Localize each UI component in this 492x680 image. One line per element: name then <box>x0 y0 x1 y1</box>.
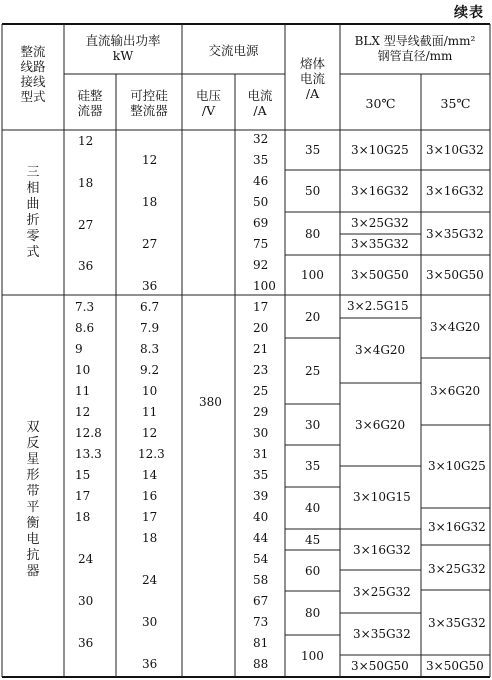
s2-scr-cell: 10 <box>142 384 158 398</box>
s2-w35-cell: 3×16G32 <box>428 520 486 534</box>
s2-w35-cell: 3×4G20 <box>430 320 481 334</box>
s2-w30-cell: 3×35G32 <box>353 627 411 641</box>
continued-label: 续表 <box>454 5 484 21</box>
s2-scr-cell: 7.9 <box>140 321 160 335</box>
s1-fuse-cell: 50 <box>305 184 321 198</box>
s2-scr-cell: 18 <box>142 531 158 545</box>
s2-scr-cell: 9.2 <box>140 363 160 377</box>
header-scr-rectifier: 可控硅 整流器 <box>130 88 168 118</box>
s2-fuse-cell: 35 <box>305 459 321 473</box>
s2-si-cell: 30 <box>78 594 94 608</box>
s2-current-cell: 81 <box>253 636 269 650</box>
s2-si-cell: 9 <box>75 342 83 356</box>
header-voltage: 电压 /V <box>195 88 221 118</box>
s2-scr-cell: 17 <box>142 510 158 524</box>
s2-scr-cell: 14 <box>142 468 158 482</box>
s2-si-cell: 10 <box>75 363 91 377</box>
s1-w35-cell: 3×35G32 <box>426 227 484 241</box>
s1-current-cell: 35 <box>253 153 269 167</box>
header-ac-source: 交流电源 <box>208 43 259 58</box>
s2-si-cell: 7.3 <box>75 300 95 314</box>
s1-w35-cell: 3×10G32 <box>426 143 484 157</box>
s2-si-cell: 11 <box>75 384 91 398</box>
s2-current-cell: 54 <box>253 552 269 566</box>
s1-current-cell: 69 <box>253 216 269 230</box>
s2-si-cell: 12 <box>75 405 91 419</box>
s2-w30-cell: 3×50G50 <box>351 659 409 673</box>
s2-current-cell: 40 <box>253 510 269 524</box>
s2-current-cell: 58 <box>253 573 269 587</box>
s1-w30-cell: 3×25G32 <box>351 216 409 230</box>
s2-fuse-cell: 60 <box>305 564 321 578</box>
s1-w35-cell: 3×16G32 <box>426 184 484 198</box>
section2-label: 双反星形带平衡电抗器 <box>26 420 40 579</box>
header-dc-output-power: 直流输出功率 kW <box>85 33 161 63</box>
s1-fuse-cell: 35 <box>305 143 321 157</box>
s2-scr-cell: 24 <box>142 573 158 587</box>
s2-scr-cell: 36 <box>142 657 158 671</box>
s1-current-cell: 100 <box>253 279 276 293</box>
s1-scr-cell: 12 <box>142 153 158 167</box>
s2-si-cell: 36 <box>78 636 94 650</box>
s2-w35-cell: 3×50G50 <box>426 659 484 673</box>
s2-current-cell: 88 <box>253 657 269 671</box>
s2-current-cell: 20 <box>253 321 269 335</box>
s2-current-cell: 29 <box>253 405 269 419</box>
s2-scr-cell: 8.3 <box>140 342 160 356</box>
s1-scr-cell: 36 <box>142 279 158 293</box>
s1-fuse-cell: 80 <box>305 227 321 241</box>
s2-fuse-cell: 30 <box>305 418 321 432</box>
s2-w35-cell: 3×35G32 <box>428 616 486 630</box>
s1-current-cell: 50 <box>253 195 269 209</box>
s2-w35-cell: 3×6G20 <box>430 384 481 398</box>
s2-w35-cell: 3×25G32 <box>428 562 486 576</box>
s2-si-cell: 24 <box>78 552 94 566</box>
s2-w30-cell: 3×16G32 <box>353 543 411 557</box>
s2-w30-cell: 3×6G20 <box>355 418 406 432</box>
s2-current-cell: 35 <box>253 468 269 482</box>
s2-si-cell: 17 <box>75 489 91 503</box>
s2-fuse-cell: 25 <box>305 364 321 378</box>
s1-current-cell: 32 <box>253 132 269 146</box>
s2-current-cell: 73 <box>253 615 269 629</box>
s2-fuse-cell: 80 <box>305 606 321 620</box>
header-35c: 35℃ <box>440 96 471 111</box>
s1-w30-cell: 3×10G25 <box>351 143 409 157</box>
header-silicon-rectifier: 硅整 流器 <box>77 88 103 118</box>
s1-si-cell: 27 <box>78 218 94 232</box>
s1-scr-cell: 18 <box>142 195 158 209</box>
s2-fuse-cell: 40 <box>305 501 321 515</box>
s2-current-cell: 17 <box>253 300 269 314</box>
s2-scr-cell: 30 <box>142 615 158 629</box>
s1-current-cell: 92 <box>253 258 269 272</box>
section1-label: 三相曲折零式 <box>26 165 40 260</box>
header-current: 电流 /A <box>247 88 273 118</box>
s2-current-cell: 31 <box>253 447 269 461</box>
s1-current-cell: 46 <box>253 174 269 188</box>
s2-w30-cell: 3×25G32 <box>353 585 411 599</box>
header-fuse-current: 熔体 电流 /A <box>299 56 325 101</box>
s2-current-cell: 30 <box>253 426 269 440</box>
header-30c: 30℃ <box>365 96 396 111</box>
s1-scr-cell: 27 <box>142 237 158 251</box>
s1-w30-cell: 3×16G32 <box>351 184 409 198</box>
header-wire-section: BLX 型导线截面/mm² 钢管直径/mm <box>354 34 476 63</box>
s2-si-cell: 18 <box>75 510 91 524</box>
s2-current-cell: 21 <box>253 342 269 356</box>
s2-current-cell: 67 <box>253 594 269 608</box>
s2-si-cell: 8.6 <box>75 321 95 335</box>
s2-si-cell: 15 <box>75 468 91 482</box>
s2-scr-cell: 12.3 <box>138 447 165 461</box>
s2-current-cell: 25 <box>253 384 269 398</box>
s2-current-cell: 44 <box>253 531 269 545</box>
s1-si-cell: 18 <box>78 176 94 190</box>
s1-w35-cell: 3×50G50 <box>426 268 484 282</box>
s1-w30-cell: 3×35G32 <box>351 237 409 251</box>
header-rectifier-type: 整流 线路 接线 型式 <box>20 44 46 104</box>
s2-current-cell: 23 <box>253 363 269 377</box>
s2-scr-cell: 6.7 <box>140 300 160 314</box>
s2-si-cell: 12.8 <box>75 426 102 440</box>
s2-w30-cell: 3×4G20 <box>355 343 406 357</box>
s2-si-cell: 13.3 <box>75 447 102 461</box>
s1-fuse-cell: 100 <box>301 268 324 282</box>
s2-fuse-cell: 100 <box>301 649 324 663</box>
s1-si-cell: 36 <box>78 259 94 273</box>
s1-si-cell: 12 <box>78 134 94 148</box>
s2-w35-cell: 3×10G25 <box>428 459 486 473</box>
s2-w30-cell: 3×2.5G15 <box>347 299 409 313</box>
s1-w30-cell: 3×50G50 <box>351 268 409 282</box>
s2-scr-cell: 16 <box>142 489 158 503</box>
s2-scr-cell: 12 <box>142 426 158 440</box>
s2-fuse-cell: 45 <box>305 533 321 547</box>
s1-current-cell: 75 <box>253 237 269 251</box>
s2-fuse-cell: 20 <box>305 310 321 324</box>
voltage-cell: 380 <box>199 395 222 409</box>
s2-current-cell: 39 <box>253 489 269 503</box>
s2-w30-cell: 3×10G15 <box>353 490 411 504</box>
s2-scr-cell: 11 <box>142 405 158 419</box>
